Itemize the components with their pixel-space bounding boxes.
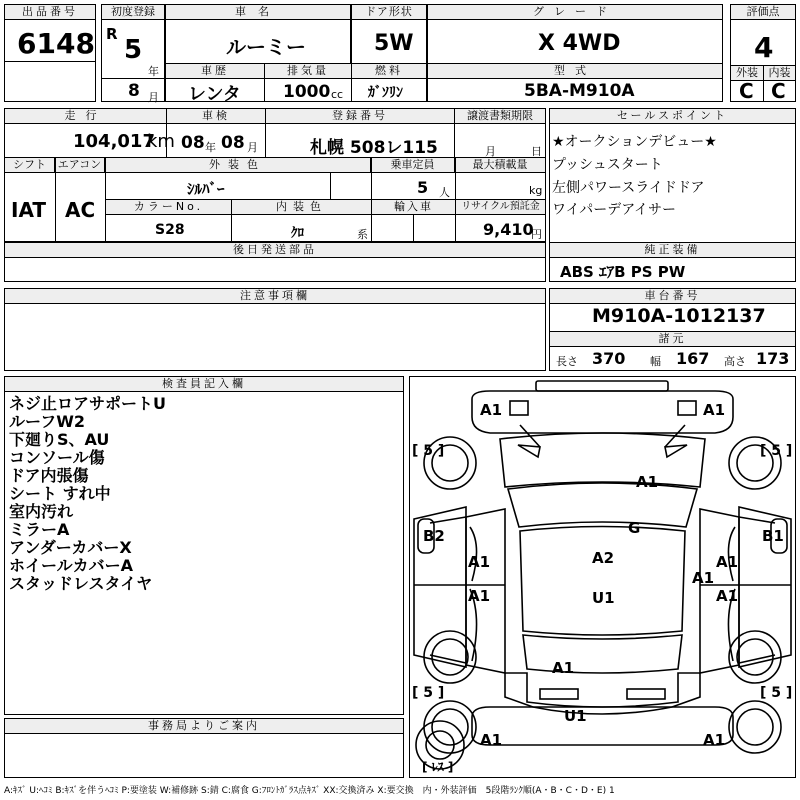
sales-point-item: ★オークションデビュー★ [552,134,717,150]
inspector-note: ミラーA [9,520,70,539]
shift-label: シフト [5,158,55,173]
inspector-note: スタッドレスタイヤ [9,574,153,593]
sales-point-item: 左側パワースライドドア [552,180,705,196]
specs-box [4,157,546,242]
inspector-box [4,376,404,715]
model-code: 5BA-M910A [524,81,635,101]
int-color-label: 内装色 [232,200,371,215]
first-reg-month: 8 [128,81,140,101]
displacement-box [264,63,352,102]
spare-tire: [ ﾚｽ ] [422,760,454,774]
fuel: ｶﾞｿﾘﾝ [368,85,403,101]
first-reg-year-unit: 年 [148,65,159,78]
aircon: AC [65,198,96,222]
inspector-note: ルーフW2 [9,412,85,431]
mark-roof-rear: U1 [592,589,615,607]
fuel-label: 燃料 [352,64,426,79]
tire-fr: [ 5 ] [760,443,793,459]
recycle-label: リサイクル預託金 [456,200,545,215]
chassis-number: M910A-1012137 [592,305,766,327]
door-label: ドア形状 [352,5,426,20]
legend: A:ｷｽﾞ U:ﾍｺﾐ B:ｷｽﾞを伴うﾍｺﾐ P:要塗装 W:補修跡 S:錆 C:腐食 G:ﾌﾛﾝﾄｶﾞﾗｽ点ｷｽﾞ XX:交換済み X:要交換 内・外装評価 5段階ﾗﾝｸ順(A・B・C・D・E) 1 [4,786,615,796]
equipment-box [549,242,796,282]
capacity-unit: 人 [439,186,450,199]
equipment: ABS ｴｱB PS PW [560,263,686,281]
displacement-unit: cc [331,88,344,101]
exterior-score: C [739,79,754,103]
car-diagram-svg [410,377,795,777]
inspection-month: 08 [221,133,245,153]
score: 4 [754,31,774,64]
grade: X 4WD [538,31,621,56]
sales-point-item: ワイパーデアイサー [552,202,677,218]
mileage: 104,017 [73,131,155,152]
first-reg-year: 5 [124,35,143,65]
office-label: 事務局よりご案内 [5,719,403,734]
lot-box [4,4,96,102]
import-label: 輸入車 [372,200,455,215]
interior-score: C [771,79,786,103]
chassis-label: 車台番号 [550,289,795,304]
chassis-box [549,288,796,371]
first-reg-box [101,4,165,102]
inspection-month-unit: 月 [247,141,258,154]
interior-label: 内装 [763,66,795,81]
model-code-box [427,63,723,102]
length: 370 [592,349,626,368]
plate-box [265,108,455,158]
mileage-box [4,108,175,158]
damage-diagram [409,376,796,778]
color-no: S28 [155,222,185,238]
sales-points-box [549,108,796,243]
shift: IAT [11,198,47,222]
tire-rr: [ 5 ] [760,685,793,701]
door-type: 5W [374,31,414,56]
mileage-label: 走行 [5,109,166,124]
first-reg-era: R [106,25,118,43]
capacity-label: 乗車定員 [371,158,455,173]
color-no-label: カラーNo. [106,200,231,215]
displacement: 1000 [283,82,331,102]
score-box [730,4,796,102]
ext-color-label: 外装色 [105,158,371,173]
mark-rear-left: A1 [480,731,503,749]
dimensions-label: 諸元 [550,331,795,347]
mark-trunk: A1 [552,659,575,677]
caution-box [4,288,546,371]
inspection-label: 車検 [167,109,265,124]
grade-label: グレード [428,5,722,20]
inspector-label: 検査員記入欄 [5,377,403,392]
mark-right-mid: A1 [692,569,715,587]
office-box [4,718,404,778]
int-color-unit: 系 [357,228,368,241]
car-name-box [165,4,351,64]
inspector-note: 下廻りS、AU [9,430,110,449]
car-name-label: 車名 [166,5,350,20]
score-label: 評価点 [731,5,795,20]
mark-right-rear-door: A1 [716,587,739,605]
recycle: 9,410 [483,220,534,239]
inspector-note: 室内汚れ [9,502,74,521]
inspector-note: ホイールカバーA [9,556,134,575]
mark-bonnet: A1 [636,473,659,491]
transfer-doc-box [454,108,546,158]
lot-label: 出品番号 [5,5,95,20]
displacement-label: 排気量 [265,64,351,79]
inspection-box [166,108,266,158]
first-reg-label: 初度登録 [102,5,164,20]
sales-points-label: セールスポイント [550,109,795,124]
transfer-doc-month-unit: 月 [485,145,496,158]
tire-rl: [ 5 ] [412,685,445,701]
mark-front-right: A1 [703,401,726,419]
tire-fl: [ 5 ] [412,443,445,459]
fuel-box [351,63,427,102]
car-name: ルーミー [226,35,306,59]
inspector-note: ネジ止ロアサポートU [9,394,166,413]
inspector-note: シート すれ中 [9,484,111,503]
int-color: ｸﾛ [291,226,304,241]
max-load-unit: kg [529,184,543,197]
model-code-label: 型式 [428,64,722,79]
aircon-label: エアコン [55,158,105,173]
width: 167 [676,349,710,368]
mark-left-front-door: A1 [468,553,491,571]
mileage-unit: km [147,131,175,152]
caution-label: 注意事項欄 [5,289,545,304]
capacity: 5 [417,178,429,197]
mark-left-rear-door: A1 [468,587,491,605]
equipment-label: 純正装備 [550,243,795,258]
inspector-note: ドア内張傷 [9,466,89,485]
grade-box [427,4,723,64]
mark-right-side: B1 [762,527,784,545]
height-label: 高さ [724,355,746,368]
sales-point-item: プッシュスタート [552,157,663,173]
mark-roof-front: G [628,519,641,537]
inspection-year: 08 [181,133,205,153]
length-label: 長さ [556,355,578,368]
inspector-note: アンダーカバーX [9,538,132,557]
mark-left-side: B2 [423,527,445,545]
exterior-label: 外装 [731,66,763,81]
door-box [351,4,427,64]
width-label: 幅 [650,355,661,368]
mark-front-left: A1 [480,401,503,419]
later-parts-box [4,242,546,282]
max-load-label: 最大積載量 [455,158,545,173]
recycle-unit: 円 [531,228,542,241]
mark-right-front-door: A1 [716,553,739,571]
height: 173 [756,349,790,368]
transfer-doc-label: 譲渡書類期限 [455,109,545,124]
ext-color: ｼﾙﾊﾞｰ [187,180,225,198]
mark-roof: A2 [592,549,615,567]
history-box [165,63,265,105]
transfer-doc-day-unit: 日 [531,145,542,158]
history-label: 車歴 [166,64,264,79]
history: レンタ [188,84,241,105]
inspector-note: コンソール傷 [9,448,105,467]
inspection-year-unit: 年 [205,141,216,154]
plate-label: 登録番号 [266,109,454,124]
lot-number: 6148 [17,27,95,60]
later-parts-label: 後日発送部品 [5,243,545,258]
first-reg-month-unit: 月 [148,91,159,104]
mark-rear-bumper: U1 [564,707,587,725]
mark-rear-right: A1 [703,731,726,749]
plate: 札幌 508レ115 [310,138,438,158]
